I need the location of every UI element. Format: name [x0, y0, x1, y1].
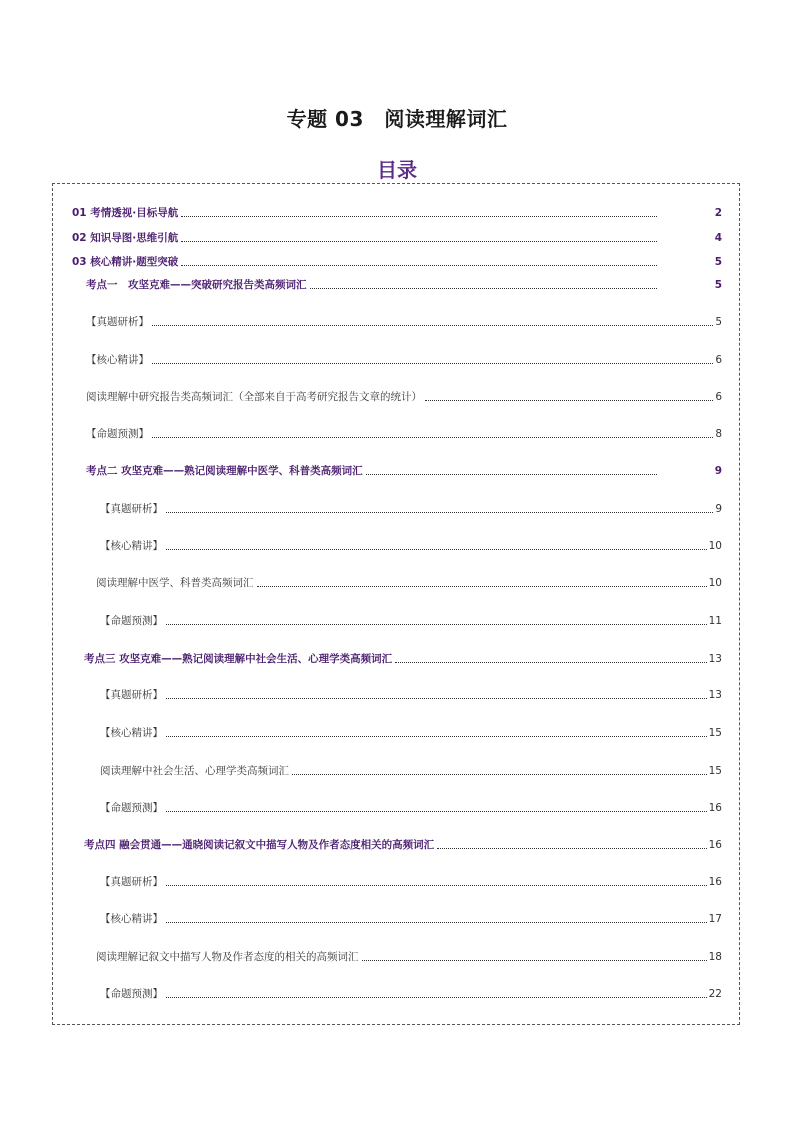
- toc-leader: [292, 774, 707, 775]
- toc-entry-subsection[interactable]: [86, 313, 722, 329]
- toc-entry-page: 10: [708, 540, 722, 552]
- toc-leader: [166, 512, 713, 513]
- toc-entry-subsection[interactable]: [86, 425, 722, 441]
- toc-entry-subsection[interactable]: [100, 724, 722, 740]
- toc-entry-page: 6: [715, 391, 722, 403]
- toc-entry-page: 6: [715, 354, 722, 366]
- toc-entry-label: 【核心精讲】: [100, 727, 163, 739]
- toc-leader: [166, 698, 707, 699]
- toc-entry-label: 【真题研析】: [100, 689, 163, 701]
- toc-entry-page: 9: [714, 465, 722, 477]
- toc-leader: [152, 325, 713, 326]
- toc-entry-page: 9: [715, 503, 722, 515]
- toc-entry-03[interactable]: [72, 253, 722, 269]
- toc-leader: [362, 960, 707, 961]
- toc-leader: [166, 811, 707, 812]
- toc-entry-label: 【核心精讲】: [86, 354, 149, 366]
- document-title: 专题 03 阅读理解词汇: [286, 107, 508, 131]
- toc-entry-subsection[interactable]: [100, 537, 722, 553]
- toc-entry-label: 阅读理解中社会生活、心理学类高频词汇: [100, 765, 289, 777]
- toc-entry-page: 13: [708, 653, 722, 665]
- toc-leader: [310, 288, 657, 289]
- toc-leader: [166, 922, 707, 923]
- toc-entry-subsection[interactable]: [100, 762, 722, 778]
- toc-entry-topic-4[interactable]: [84, 836, 722, 852]
- toc-entry-subsection[interactable]: [100, 910, 722, 926]
- toc-leader: [181, 265, 656, 266]
- toc-entry-page: 10: [708, 577, 722, 589]
- toc-entry-subsection[interactable]: [100, 612, 722, 628]
- toc-leader: [437, 848, 706, 849]
- toc-entry-subsection[interactable]: [100, 686, 722, 702]
- toc-entry-page: 17: [708, 913, 722, 925]
- toc-entry-subsection[interactable]: [100, 985, 722, 1001]
- toc-leader: [425, 400, 713, 401]
- toc-entry-label: 考点三 攻坚克难——熟记阅读理解中社会生活、心理学类高频词汇: [84, 653, 393, 665]
- toc-entry-label: 【核心精讲】: [100, 540, 163, 552]
- toc-entry-subsection[interactable]: [86, 351, 722, 367]
- toc-entry-page: 2: [714, 207, 722, 219]
- toc-entry-label: 【核心精讲】: [100, 913, 163, 925]
- toc-entry-02[interactable]: [72, 229, 722, 245]
- toc-leader: [166, 624, 707, 625]
- toc-entry-label: 【真题研析】: [100, 876, 163, 888]
- toc-entry-topic-3[interactable]: [84, 650, 722, 666]
- toc-entry-label: 01 考情透视·目标导航: [72, 207, 179, 219]
- toc-entry-label: 【命题预测】: [100, 615, 163, 627]
- toc-entry-topic-1[interactable]: [86, 276, 722, 292]
- toc-entry-label: 【命题预测】: [100, 802, 163, 814]
- toc-entry-label: 阅读理解记叙文中描写人物及作者态度的相关的高频词汇: [96, 951, 359, 963]
- toc-entry-subsection[interactable]: [96, 574, 722, 590]
- toc-entry-label: 【真题研析】: [100, 503, 163, 515]
- toc-entry-page: 16: [708, 876, 722, 888]
- toc-entry-label: 【真题研析】: [86, 316, 149, 328]
- toc-box: [52, 183, 740, 1025]
- toc-entry-page: 11: [708, 615, 722, 627]
- toc-leader: [166, 549, 707, 550]
- toc-leader: [152, 437, 713, 438]
- toc-entry-01[interactable]: [72, 204, 722, 220]
- toc-entry-page: 5: [715, 316, 722, 328]
- toc-leader: [181, 241, 656, 242]
- toc-leader: [181, 216, 656, 217]
- toc-entry-page: 4: [714, 232, 722, 244]
- toc-entry-subsection[interactable]: [100, 500, 722, 516]
- toc-entry-topic-2[interactable]: [86, 462, 722, 478]
- toc-leader: [395, 662, 706, 663]
- toc-entry-label: 阅读理解中研究报告类高频词汇（全部来自于高考研究报告文章的统计）: [86, 391, 422, 403]
- toc-entry-page: 18: [708, 951, 722, 963]
- toc-entry-label: 【命题预测】: [100, 988, 163, 1000]
- toc-leader: [166, 736, 707, 737]
- toc-entry-subsection[interactable]: [86, 388, 722, 404]
- toc-heading: 目录: [377, 158, 417, 182]
- toc-leader: [257, 586, 707, 587]
- toc-entry-subsection[interactable]: [100, 799, 722, 815]
- toc-entry-label: 考点一 攻坚克难——突破研究报告类高频词汇: [86, 279, 307, 291]
- toc-leader: [166, 885, 707, 886]
- toc-entry-page: 15: [708, 727, 722, 739]
- toc-entry-page: 13: [708, 689, 722, 701]
- toc-entry-label: 02 知识导图·思维引航: [72, 232, 179, 244]
- toc-entry-label: 03 核心精讲·题型突破: [72, 256, 179, 268]
- toc-entry-page: 5: [714, 256, 722, 268]
- toc-entry-page: 22: [708, 988, 722, 1000]
- toc-entry-page: 15: [708, 765, 722, 777]
- toc-entry-label: 阅读理解中医学、科普类高频词汇: [96, 577, 254, 589]
- toc-entry-label: 【命题预测】: [86, 428, 149, 440]
- toc-entry-subsection[interactable]: [100, 873, 722, 889]
- toc-entry-page: 16: [708, 802, 722, 814]
- toc-entry-subsection[interactable]: [96, 948, 722, 964]
- toc-leader: [152, 363, 713, 364]
- toc-entry-label: 考点四 融会贯通——通晓阅读记叙文中描写人物及作者态度相关的高频词汇: [84, 839, 435, 851]
- toc-entry-label: 考点二 攻坚克难——熟记阅读理解中医学、科普类高频词汇: [86, 465, 363, 477]
- toc-entry-page: 16: [708, 839, 722, 851]
- toc-entry-page: 5: [714, 279, 722, 291]
- toc-entry-page: 8: [715, 428, 722, 440]
- toc-leader: [166, 997, 707, 998]
- toc-leader: [366, 474, 657, 475]
